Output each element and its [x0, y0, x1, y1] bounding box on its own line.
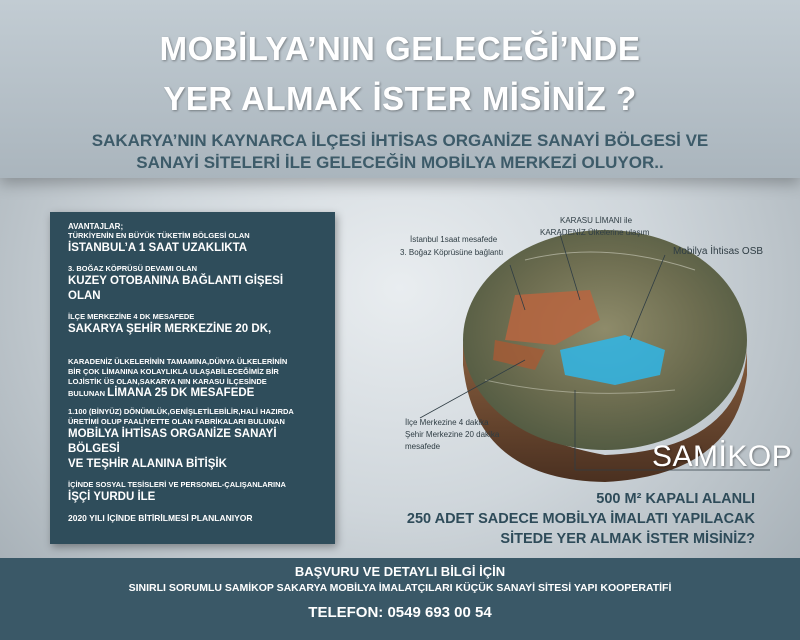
advantage-text: 1.100 (BİNYÜZ) DÖNÜMLÜK,GENİŞLETİLEBİLİR,HALİ HAZIRDA [68, 407, 294, 416]
advantages-panel [50, 212, 335, 544]
headline-line-2: YER ALMAK İSTER MİSİNİZ ? [163, 80, 637, 117]
header-band [0, 0, 800, 178]
advantage-dormitory [68, 480, 317, 505]
headline-line-1: MOBİLYA’NIN GELECEĞİ’NDE [159, 30, 641, 67]
advantage-port [68, 357, 317, 399]
offer-line-2: 250 ADET SADECE MOBİLYA İMALATI YAPILACAK [406, 511, 755, 527]
advantage-text: 3. BOĞAZ KÖPRÜSÜ DEVAMI OLAN [68, 264, 198, 273]
subheadline-line-2: SANAYİ SİTELERİ İLE GELECEĞİN MOBİLYA MERKEZİ OLUYOR.. [136, 153, 664, 172]
advantage-highlight: LİMANA 25 DK MESAFEDE [107, 387, 255, 399]
map-label-district: İlçe Merkezine 4 dakika [405, 418, 489, 427]
map-label-black-sea: KARADENİZ Ülkelerine ulaşım [540, 228, 650, 237]
advantage-text: ÜRETİMİ OLUP FAALİYETTE OLAN FABRİKALARI BULUNAN [68, 417, 285, 426]
footer-phone[interactable]: TELEFON: 0549 693 00 54 [308, 604, 492, 621]
advantages-heading: AVANTAJLAR; [68, 222, 124, 231]
advantage-istanbul [68, 231, 317, 256]
map-label-bridge: 3. Boğaz Köprüsüne bağlantı [400, 248, 504, 257]
advantage-highlight: KUZEY OTOBANINA BAĞLANTI GİŞESİ OLAN [68, 275, 284, 302]
footer-line-2: SINIRLI SORUMLU SAMİKOP SAKARYA MOBİLYA İMALATÇILARI KÜÇÜK SANAYİ SİTESİ YAPI KOOPERATİFİ [128, 582, 672, 594]
footer-line-1: BAŞVURU VE DETAYLI BİLGİ İÇİN [294, 564, 506, 579]
samikop-brand: SAMİKOP [652, 440, 793, 473]
contact-footer [0, 558, 800, 640]
map-label-city: Şehir Merkezine 20 dakika [405, 430, 500, 439]
advantage-text: TÜRKİYENİN EN BÜYÜK TÜKETİM BÖLGESİ OLAN [68, 231, 250, 240]
advantage-text: İLÇE MERKEZİNE 4 DK MESAFEDE [68, 312, 195, 321]
advantage-text: LOJİSTİK ÜS OLAN,SAKARYA NIN KARASU İLÇESİNDE [68, 377, 267, 386]
advantage-osb [68, 407, 317, 472]
map-label-osb: Mobilya İhtisas OSB [673, 246, 764, 257]
advantage-highway [68, 264, 317, 304]
advantage-highlight: İSTANBUL’A 1 SAAT UZAKLIKTA [68, 242, 248, 254]
map-label-istanbul: İstanbul 1saat mesafede [410, 235, 498, 244]
subheadline-line-1: SAKARYA’NIN KAYNARCA İLÇESİ İHTİSAS ORGANİZE SANAYİ BÖLGESİ VE [91, 131, 709, 150]
advantage-text: BİR ÇOK LİMANINA KOLAYLIKLA ULAŞABİLECEĞİMİZ BİR [68, 367, 279, 376]
advantage-highlight: VE TEŞHİR ALANINA BİTİŞİK [68, 458, 227, 470]
offer-line-1: 500 M² KAPALI ALANLI [596, 491, 755, 507]
map-label-distance: mesafede [405, 442, 441, 451]
advantage-highlight: MOBİLYA İHTİSAS ORGANİZE SANAYİ BÖLGESİ [68, 428, 277, 455]
offer-line-3: SİTEDE YER ALMAK İSTER MİSİNİZ? [500, 531, 755, 547]
map-label-karasu: KARASU LİMANI ile [560, 216, 633, 225]
advantage-text: İÇİNDE SOSYAL TESİSLERİ VE PERSONEL-ÇALIŞANLARINA [68, 480, 286, 489]
advantage-text: KARADENİZ ÜLKELERİNİN TAMAMINA,DÜNYA ÜLKELERİNİN [68, 357, 288, 366]
advantage-highlight: İŞÇİ YURDU İLE [68, 491, 156, 503]
advantage-highlight: 2020 YILI İÇİNDE BİTİRİLMESİ PLANLANIYOR [68, 513, 253, 523]
advantage-text [68, 387, 317, 399]
advantage-highlight: SAKARYA ŞEHİR MERKEZİNE 20 DK, [68, 323, 272, 335]
advantage-prefix: BULUNAN [68, 389, 108, 398]
advantage-completion [68, 513, 317, 523]
advantage-city-center [68, 312, 317, 337]
